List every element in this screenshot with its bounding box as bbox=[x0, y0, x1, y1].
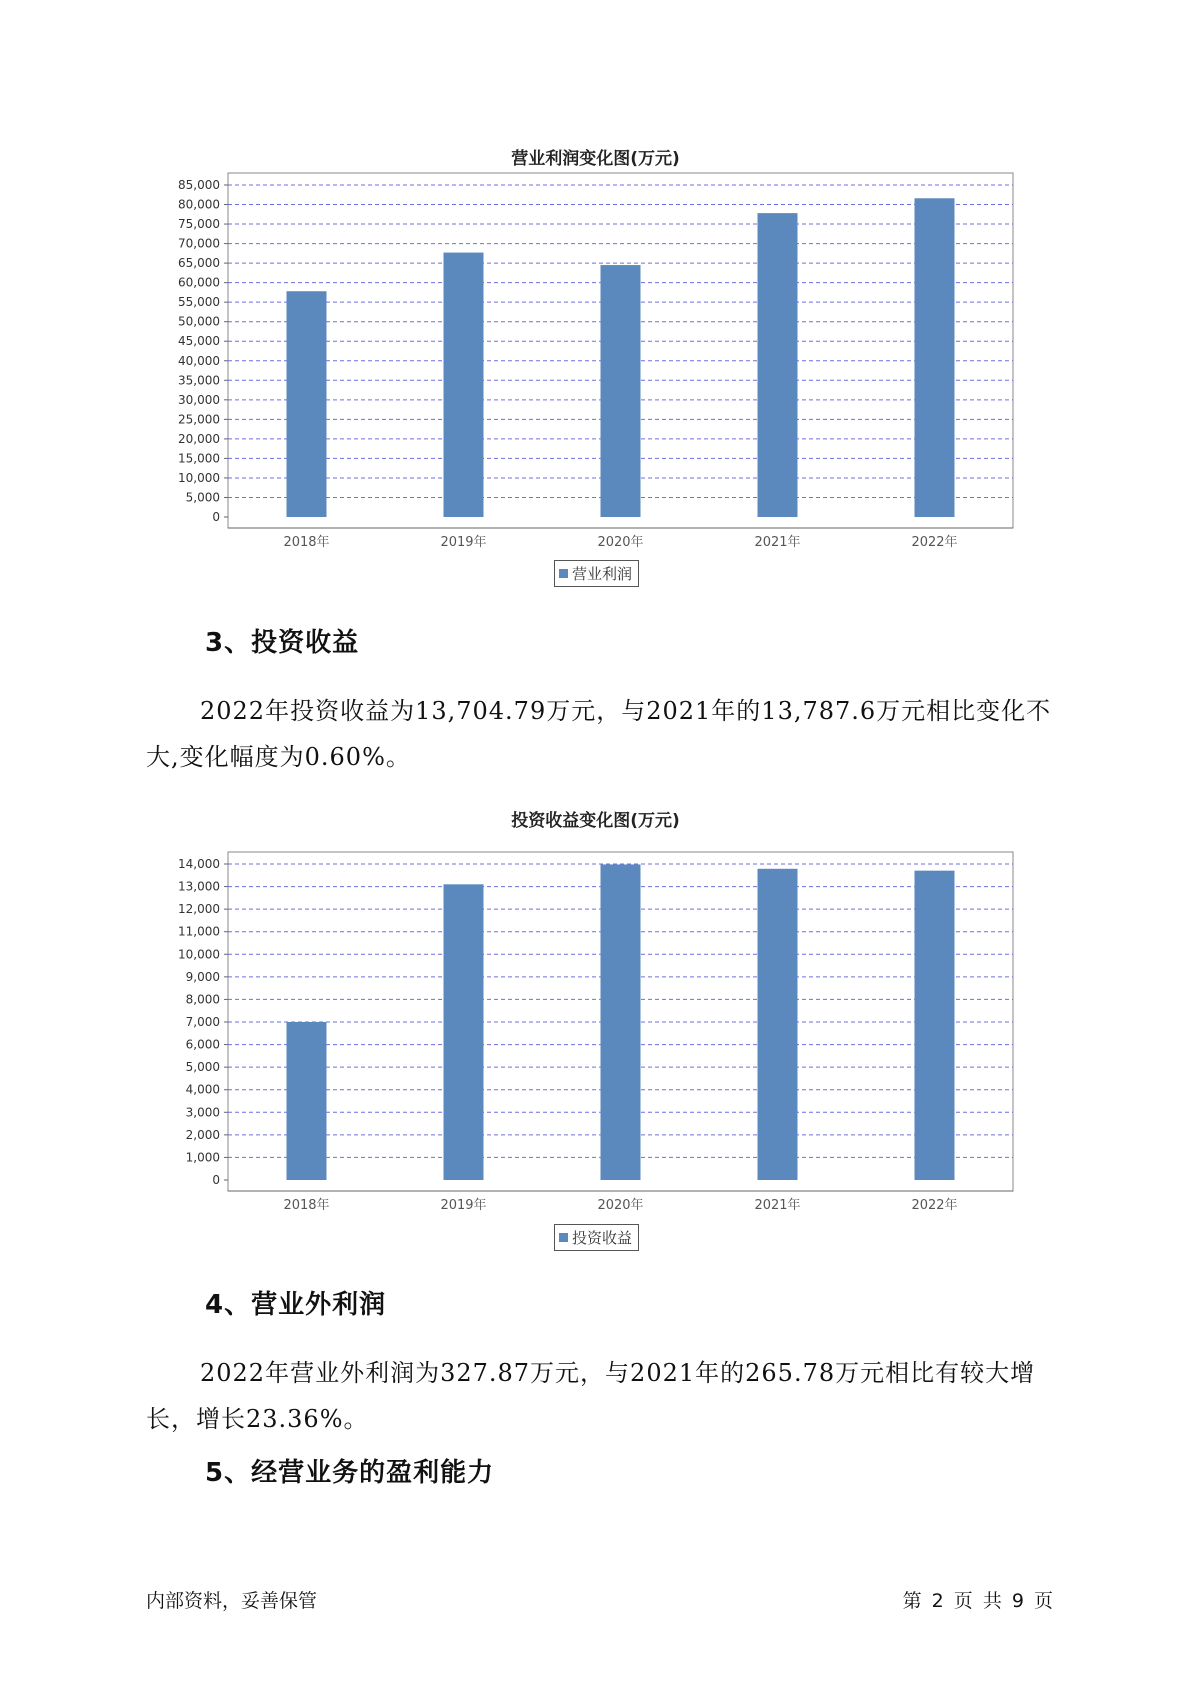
y-tick-label: 6,000 bbox=[185, 1037, 220, 1052]
x-tick-label: 2019年 bbox=[440, 1198, 487, 1213]
y-tick-label: 10,000 bbox=[178, 947, 220, 962]
y-tick-label: 8,000 bbox=[185, 992, 220, 1007]
x-tick-label: 2021年 bbox=[754, 535, 801, 550]
y-tick-label: 45,000 bbox=[178, 334, 220, 349]
bar bbox=[758, 869, 798, 1180]
y-tick-label: 20,000 bbox=[178, 431, 220, 446]
bar bbox=[287, 1022, 327, 1180]
bar bbox=[915, 871, 955, 1180]
y-tick-label: 85,000 bbox=[178, 178, 220, 192]
x-tick-label: 2020年 bbox=[597, 1198, 644, 1213]
y-tick-label: 80,000 bbox=[178, 197, 220, 212]
x-tick-label: 2018年 bbox=[283, 1198, 330, 1213]
y-tick-label: 7,000 bbox=[185, 1015, 220, 1029]
y-tick-label: 3,000 bbox=[185, 1105, 220, 1120]
footer-page-number: 第 2 页 共 9 页 bbox=[902, 1590, 1053, 1612]
y-tick-label: 15,000 bbox=[178, 451, 220, 466]
y-tick-label: 40,000 bbox=[178, 353, 220, 368]
bar bbox=[444, 884, 484, 1180]
y-tick-label: 4,000 bbox=[185, 1082, 220, 1097]
footer-confidential-note: 内部资料，妥善保管 bbox=[146, 1590, 318, 1612]
section3-paragraph: 2022年投资收益为13,704.79万元，与2021年的13,787.6万元相比变化不大,变化幅度为0.60%。 bbox=[146, 697, 1052, 771]
chart1-title: 营业利润变化图(万元) bbox=[511, 149, 680, 169]
x-tick-label: 2021年 bbox=[754, 1198, 801, 1213]
x-tick-label: 2022年 bbox=[911, 1198, 958, 1213]
y-tick-label: 0 bbox=[212, 510, 220, 524]
y-tick-label: 14,000 bbox=[178, 857, 220, 871]
section3-heading: 3、投资收益 bbox=[205, 628, 360, 658]
y-tick-label: 35,000 bbox=[178, 373, 220, 388]
y-tick-label: 25,000 bbox=[178, 412, 220, 427]
bar bbox=[601, 864, 641, 1180]
y-tick-label: 9,000 bbox=[185, 969, 220, 984]
x-tick-label: 2019年 bbox=[440, 535, 487, 550]
y-tick-label: 1,000 bbox=[185, 1150, 220, 1165]
chart2-legend-label: 投资收益 bbox=[572, 1229, 633, 1247]
y-tick-label: 30,000 bbox=[178, 392, 220, 407]
y-tick-label: 2,000 bbox=[185, 1127, 220, 1142]
legend-swatch bbox=[559, 1233, 568, 1242]
chart2-legend bbox=[554, 1224, 639, 1251]
y-tick-label: 60,000 bbox=[178, 275, 220, 290]
y-tick-label: 65,000 bbox=[178, 256, 220, 271]
x-tick-label: 2020年 bbox=[597, 535, 644, 550]
y-tick-label: 11,000 bbox=[178, 924, 220, 939]
y-tick-label: 5,000 bbox=[185, 490, 220, 505]
y-tick-label: 70,000 bbox=[178, 236, 220, 251]
y-tick-label: 75,000 bbox=[178, 217, 220, 232]
section4-heading: 4、营业外利润 bbox=[205, 1290, 387, 1320]
y-tick-label: 13,000 bbox=[178, 879, 220, 894]
x-tick-label: 2018年 bbox=[283, 535, 330, 550]
chart1-legend-label: 营业利润 bbox=[572, 565, 633, 583]
y-tick-label: 5,000 bbox=[185, 1060, 220, 1075]
y-tick-label: 55,000 bbox=[178, 295, 220, 310]
y-tick-label: 10,000 bbox=[178, 470, 220, 485]
chart2-title: 投资收益变化图(万元) bbox=[511, 811, 680, 831]
y-tick-label: 0 bbox=[212, 1173, 220, 1187]
section4-paragraph: 2022年营业外利润为327.87万元，与2021年的265.78万元相比有较大增长，增长23.36%。 bbox=[146, 1359, 1036, 1433]
y-tick-label: 50,000 bbox=[178, 314, 220, 329]
x-tick-label: 2022年 bbox=[911, 535, 958, 550]
y-tick-label: 12,000 bbox=[178, 902, 220, 917]
section5-heading: 5、经营业务的盈利能力 bbox=[205, 1458, 495, 1488]
